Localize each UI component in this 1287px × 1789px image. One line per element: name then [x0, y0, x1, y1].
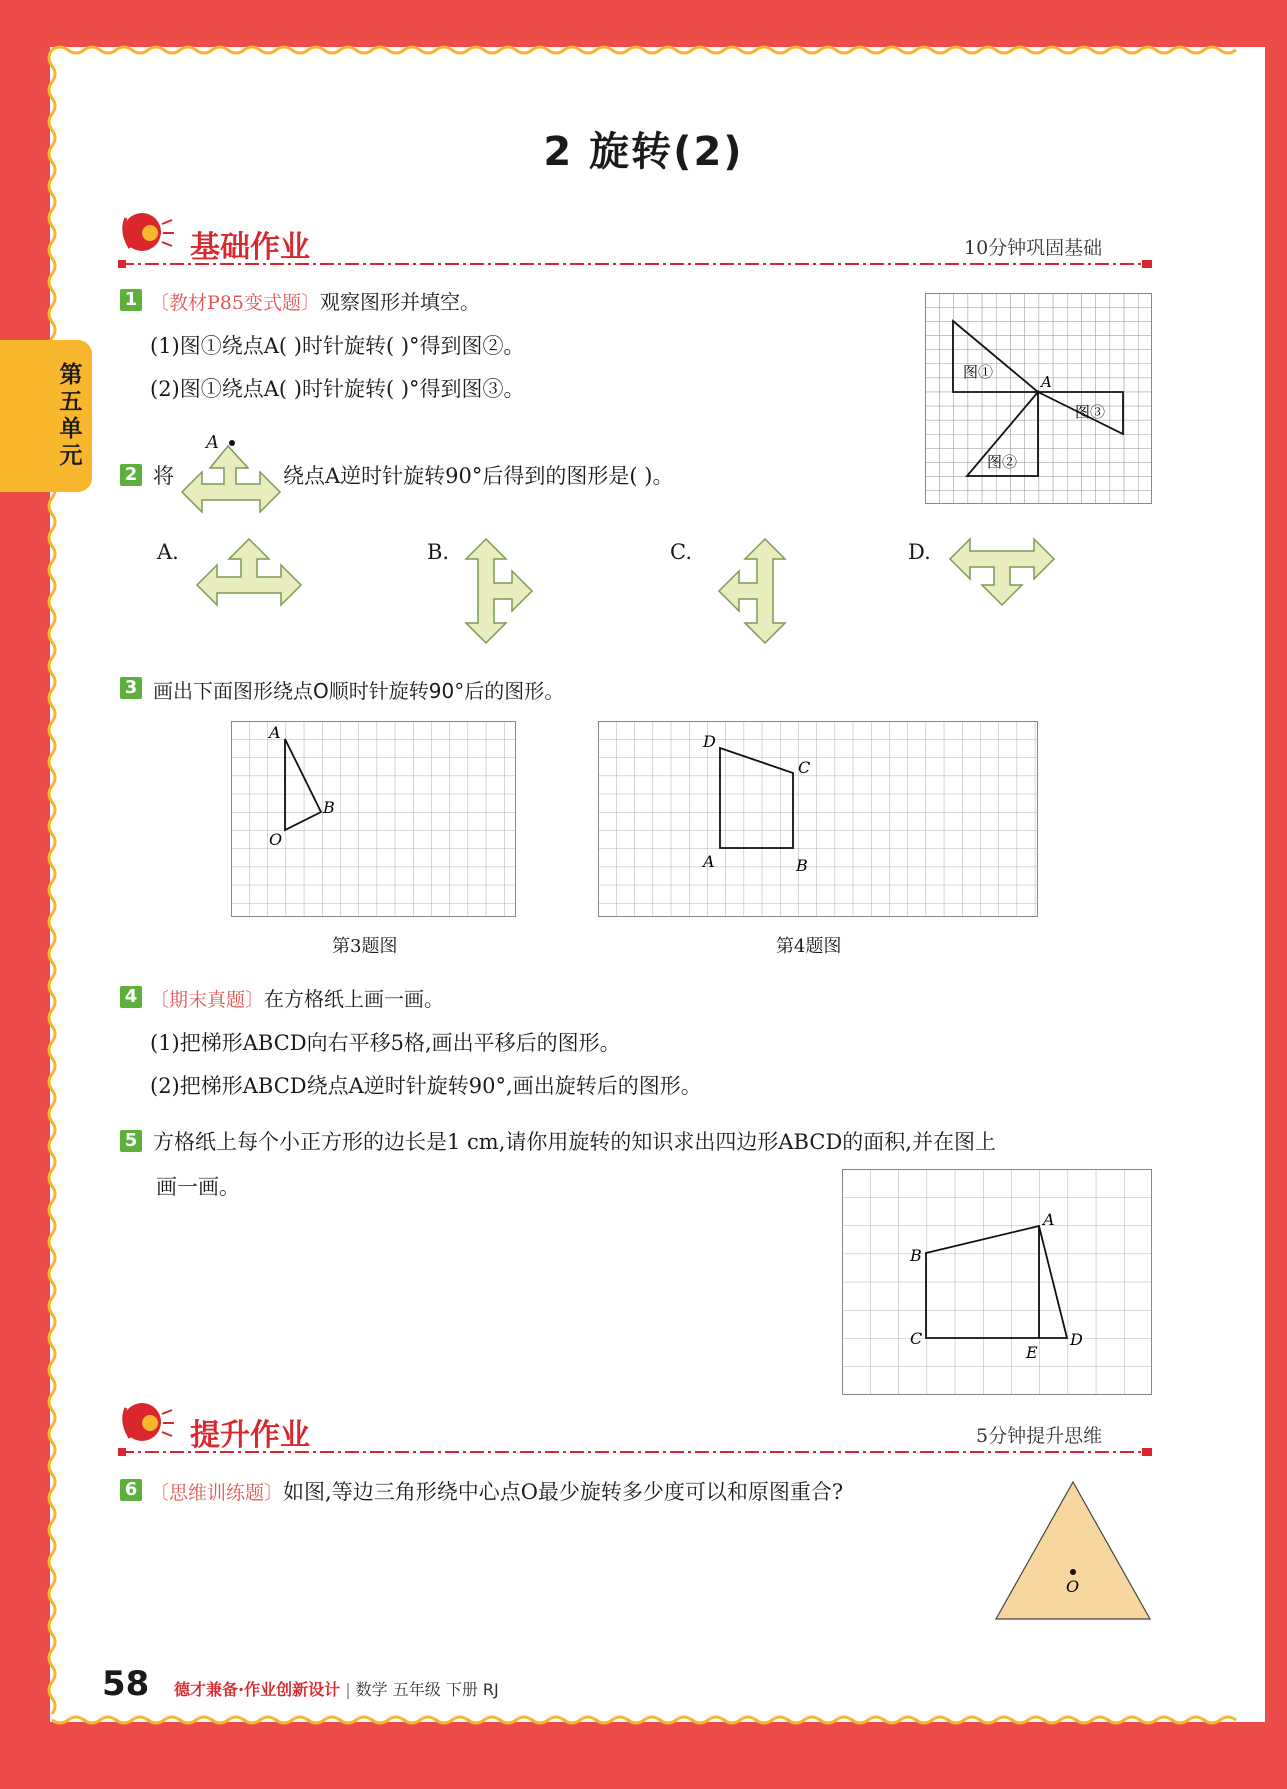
- q5-label-a: A: [1043, 1210, 1055, 1229]
- q1-line2: (2)图①绕点A( )时针旋转( )°得到图③。: [150, 377, 525, 401]
- q3-number: 3: [120, 677, 142, 699]
- section-divider: [118, 1446, 1158, 1458]
- section-advanced-note: 5分钟提升思维: [976, 1425, 1103, 1447]
- q2-number: 2: [120, 464, 142, 486]
- q5-grid-figure: [842, 1169, 1153, 1396]
- section-basic-note: 10分钟巩固基础: [964, 237, 1103, 259]
- q4-label-c: C: [798, 758, 811, 777]
- unit-tab: [0, 340, 92, 492]
- q1-label-fig2: 图②: [987, 453, 1018, 471]
- q3-grid-figure: [231, 721, 517, 919]
- q6-tag: 〔思维训练题〕: [150, 1482, 284, 1504]
- q3-label-b: B: [323, 798, 335, 817]
- q1-label-fig3: 图③: [1075, 403, 1106, 421]
- q4-label-a: A: [703, 852, 715, 871]
- q1-label-point-a: A: [1041, 373, 1052, 391]
- page-title: 2 旋转(2): [543, 129, 744, 175]
- q5-text2: 画一画。: [156, 1175, 240, 1199]
- q2-arrow-shape: [176, 438, 286, 524]
- unit-tab-label: 第五单元: [59, 362, 83, 469]
- q3-text: 画出下面图形绕点O顺时针旋转90°后的图形。: [153, 679, 565, 703]
- q1-grid-figure: [925, 293, 1153, 505]
- lamp-icon: [118, 1398, 178, 1448]
- q1-line1: (1)图①绕点A( )时针旋转( )°得到图②。: [150, 334, 525, 358]
- q5-label-e: E: [1026, 1343, 1038, 1362]
- section-divider: [118, 258, 1158, 270]
- section-basic-title: 基础作业: [190, 230, 310, 265]
- q2-option-d-shape: [946, 537, 1058, 617]
- q5-label-d: D: [1070, 1330, 1083, 1349]
- section-advanced-title: 提升作业: [190, 1418, 310, 1453]
- q2-option-d: D.: [908, 540, 931, 564]
- q2-option-b-shape: [462, 537, 546, 647]
- q3-label-a: A: [269, 723, 281, 742]
- q5-text: 方格纸上每个小正方形的边长是1 cm,请你用旋转的知识求出四边形ABCD的面积,并在图上: [153, 1130, 996, 1154]
- q2-point-label: A: [206, 432, 219, 453]
- q2-option-a: A.: [157, 540, 179, 564]
- q6-label-o: O: [1066, 1577, 1080, 1596]
- q4-tag: 〔期末真题〕: [150, 989, 265, 1011]
- q6-text: 如图,等边三角形绕中心点O最少旋转多少度可以和原图重合?: [283, 1480, 844, 1504]
- q4-line1: (1)把梯形ABCD向右平移5格,画出平移后的图形。: [150, 1031, 621, 1055]
- q5-label-c: C: [910, 1329, 923, 1348]
- q1-tag: 〔教材P85变式题〕: [150, 292, 320, 314]
- q4-line2: (2)把梯形ABCD绕点A逆时针旋转90°,画出旋转后的图形。: [150, 1074, 702, 1098]
- q5-label-b: B: [910, 1246, 922, 1265]
- q6-triangle-figure: [990, 1478, 1152, 1622]
- q5-number: 5: [120, 1130, 142, 1152]
- q6-number: 6: [120, 1479, 142, 1501]
- q4-label-d: D: [703, 732, 716, 751]
- q2-text-pre: 将: [153, 464, 174, 488]
- q1-text: 观察图形并填空。: [319, 290, 480, 314]
- q4-number: 4: [120, 986, 142, 1008]
- lamp-icon: [118, 208, 178, 258]
- q3-caption: 第3题图: [332, 936, 398, 957]
- q3-label-o: O: [269, 830, 283, 849]
- q4-text: 在方格纸上画一画。: [264, 987, 445, 1011]
- q4-caption: 第4题图: [776, 936, 842, 957]
- q2-option-a-shape: [193, 537, 305, 617]
- q2-option-c-shape: [705, 537, 789, 647]
- q2-option-c: C.: [670, 540, 692, 564]
- q4-label-b: B: [796, 856, 808, 875]
- footer-info: 数学 五年级 下册 RJ: [355, 1680, 499, 1699]
- footer-brand: 德才兼备·作业创新设计: [174, 1680, 341, 1699]
- q2-text-post: 绕点A逆时针旋转90°后得到的图形是( )。: [283, 464, 674, 488]
- q2-option-b: B.: [427, 540, 450, 564]
- page-number: 58: [102, 1664, 150, 1704]
- q4-grid-figure: [598, 721, 1039, 919]
- q1-label-fig1: 图①: [963, 363, 994, 381]
- q1-number: 1: [120, 289, 142, 311]
